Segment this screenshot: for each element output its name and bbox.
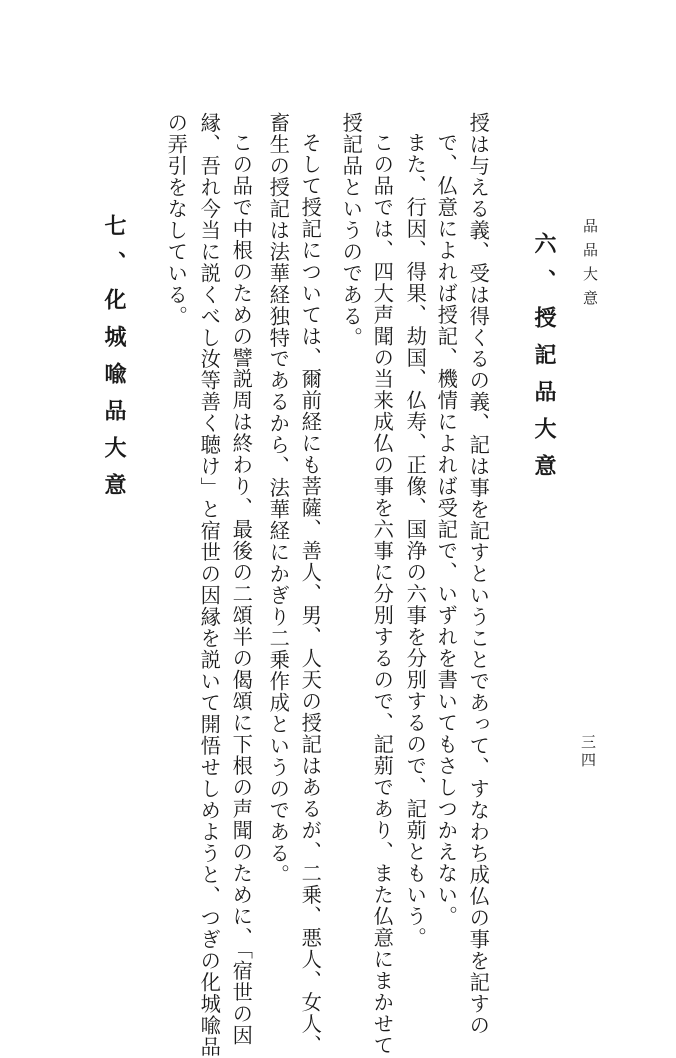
paragraph-3-line-1: この品では、四大声聞の当来成仏の事を六事に分別するので、記莂であり、また仏意にまかせて — [370, 132, 395, 1057]
paragraph-5-line-3: の弄引をなしている。 — [164, 112, 189, 327]
paragraph-1-line-2: で、仏意によれば授記、機情によれば受記で、いずれを書いてもさしつかえない。 — [434, 132, 459, 928]
paragraph-1-line-1: 授は与える義、受は得くるの義、記は事を記すということであって、すなわち成仏の事を記すの — [466, 112, 491, 1037]
section-6-heading: 六、授記品大意 — [531, 232, 557, 491]
paragraph-2-line-1: また、行因、得果、劫国、仏寿、正像、国浄の六事を分別するので、記莂ともいう。 — [403, 132, 428, 949]
paragraph-3-line-2: 授記品というのである。 — [339, 112, 364, 349]
paragraph-5-line-2: 縁、吾れ今当に説くべし汝等善く聴け」と宿世の因縁を説いて開悟せしめようと、つぎの化城喩品 — [197, 112, 222, 1058]
running-header: 品品大意 — [581, 218, 599, 314]
paragraph-4-line-2: 畜生の授記は法華経独特であるから、法華経にかぎり二乗作成というのである。 — [266, 112, 291, 886]
paragraph-4-line-1: そして授記については、爾前経にも菩薩、善人、男、人天の授記はあるが、二乗、悪人、女人、 — [298, 132, 323, 1057]
page-number: 三四 — [579, 734, 597, 770]
section-7-heading: 七、化城喩品大意 — [101, 214, 127, 510]
paragraph-5-line-1: この品で中根のための譬説周は終わり、最後の二頌半の偈頌に下根の声聞のために、「宿世の因 — [229, 132, 254, 1046]
